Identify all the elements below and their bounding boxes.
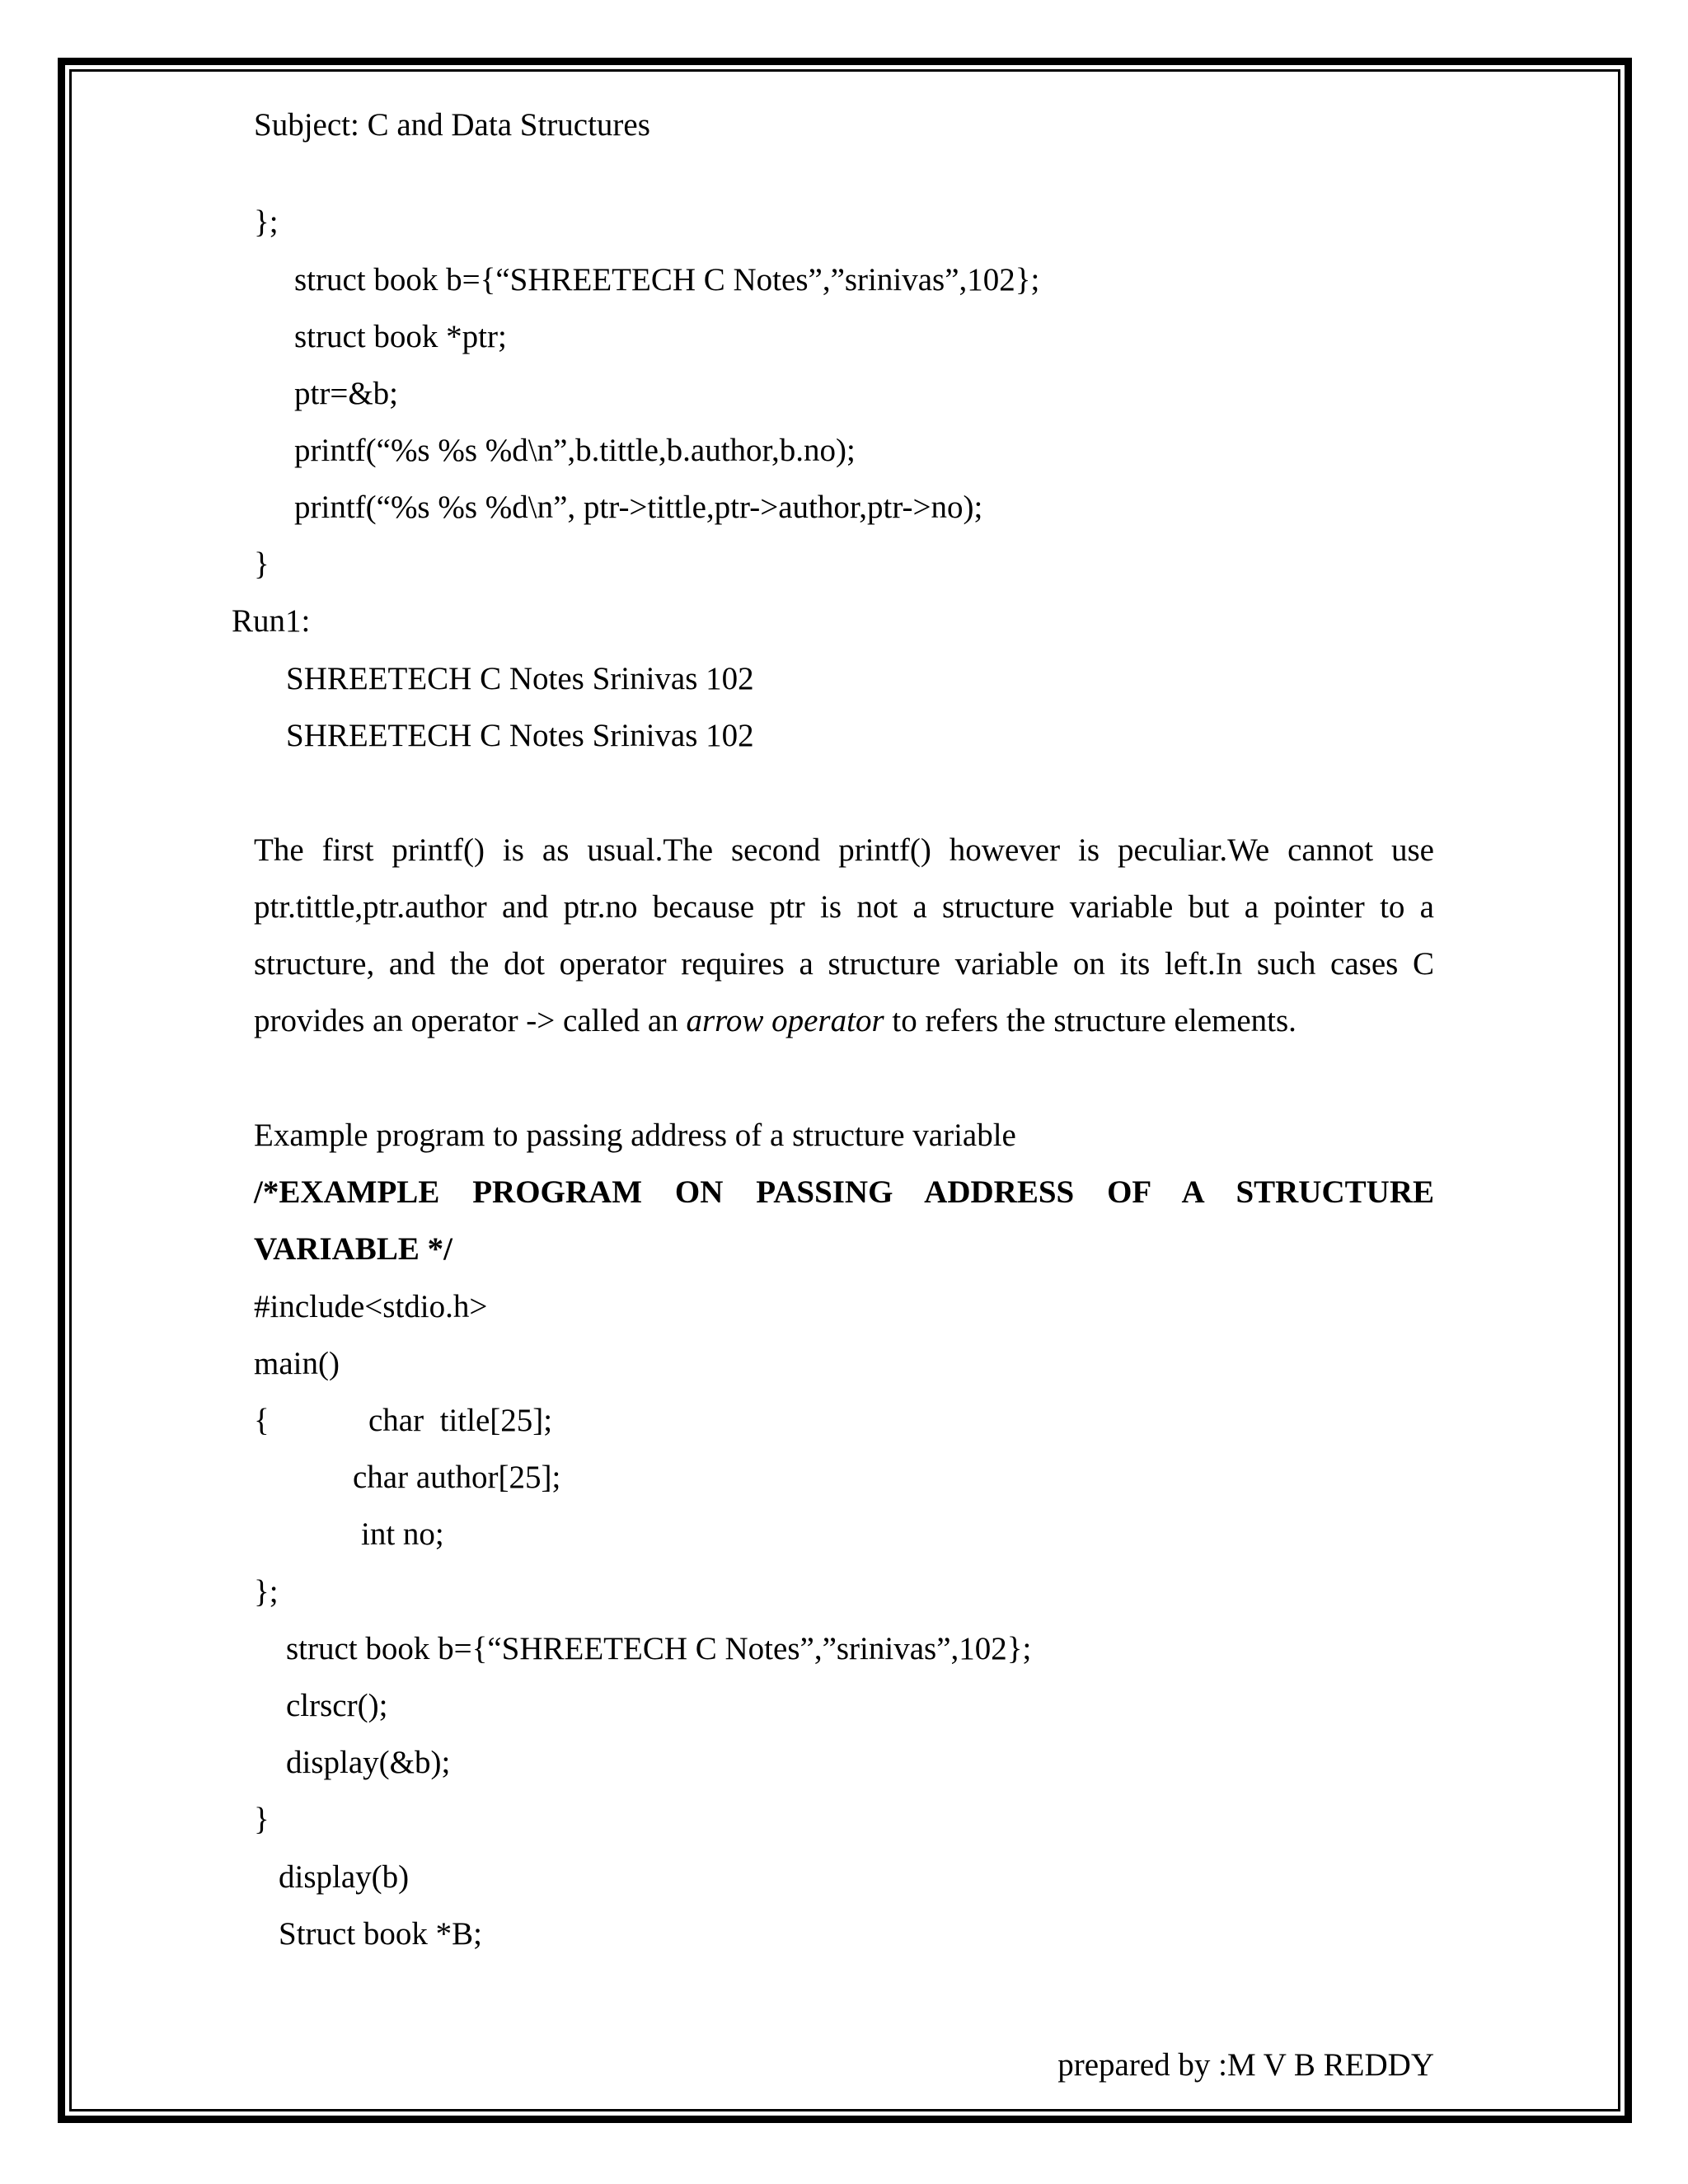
paragraph-line: The first printf() is as usual.The second printf() however is peculiar.We cannot use <box>254 832 1434 868</box>
code-line: printf(“%s %s %d\n”, ptr->tittle,ptr->author,ptr->no); <box>294 490 983 525</box>
code-line: } <box>254 1802 270 1837</box>
prepared-by-footer: prepared by :M V B REDDY <box>1057 2047 1434 2083</box>
example-heading-line: /*EXAMPLE PROGRAM ON PASSING ADDRESS OF A STRUCTURE <box>254 1174 1434 1210</box>
code-line: }; <box>254 204 279 240</box>
code-line: struct book *ptr; <box>294 319 507 354</box>
example-intro: Example program to passing address of a structure variable <box>254 1118 1016 1153</box>
explanation-paragraph <box>254 834 1434 1062</box>
code-line: { <box>254 1403 270 1438</box>
code-line: char author[25]; <box>353 1460 561 1495</box>
code-line: clrscr(); <box>286 1688 388 1723</box>
run-label: Run1: <box>232 603 311 639</box>
code-line: }; <box>254 1574 279 1610</box>
example-heading <box>254 1176 1434 1233</box>
run-output-line: SHREETECH C Notes Srinivas 102 <box>286 661 754 696</box>
code-line: char title[25]; <box>368 1403 553 1438</box>
paragraph-line: structure, and the dot operator requires a structure variable on its left.In such cases C <box>254 946 1434 982</box>
code-line: printf(“%s %s %d\n”,b.tittle,b.author,b.no); <box>294 433 856 468</box>
code-line: struct book b={“SHREETECH C Notes”,”srinivas”,102}; <box>286 1631 1032 1666</box>
code-line: } <box>254 546 270 582</box>
code-line: display(b) <box>279 1859 410 1895</box>
run-output-line: SHREETECH C Notes Srinivas 102 <box>286 718 754 753</box>
paragraph-line: ptr.tittle,ptr.author and ptr.no because ptr is not a structure variable but a pointer to a <box>254 889 1434 925</box>
paragraph-line: provides an operator -> called an arrow operator to refers the structure elements. <box>254 1003 1296 1038</box>
code-line: display(&b); <box>286 1745 451 1780</box>
code-line: int no; <box>361 1516 444 1552</box>
arrow-operator-term: arrow operator <box>686 1003 884 1038</box>
subject-header: Subject: C and Data Structures <box>254 107 650 143</box>
code-line: Struct book *B; <box>279 1916 483 1952</box>
code-line: ptr=&b; <box>294 376 398 411</box>
code-line: #include<stdio.h> <box>254 1289 488 1324</box>
example-heading-line: VARIABLE */ <box>254 1231 452 1267</box>
code-line: struct book b={“SHREETECH C Notes”,”srinivas”,102}; <box>294 262 1040 298</box>
code-line: main() <box>254 1346 340 1381</box>
